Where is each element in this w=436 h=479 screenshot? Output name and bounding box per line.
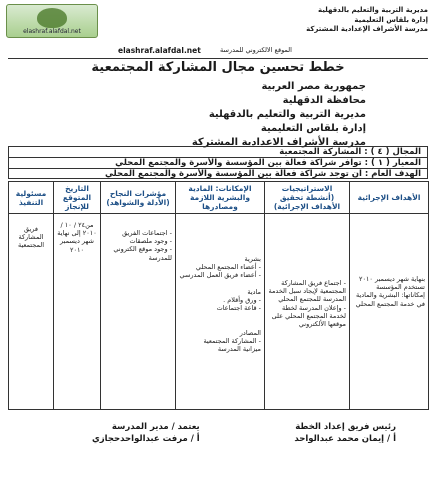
header-line-3: مدرسة الأشراف الإعدادية المشتركة [306,25,428,33]
directorate-block [192,80,366,150]
goal-row: الهدف العام : ان توجد شراكة فعالة بين المؤسسة والأسرة والمجتمع المحلي [8,168,428,179]
directorate-line-5: مدرسة الأشراف الاعدادية المشتركة [191,137,366,148]
plan-table [8,181,429,410]
cell-indicators [101,214,176,410]
header-line-1: مديرية التربية والتعليم بالدقهلية [317,6,428,14]
cell-resources [176,214,265,410]
principal-name: أ / مرفت عبدالواحدحجازي [92,434,200,444]
site-row [0,46,436,58]
cell-strategies [265,214,350,410]
preparer-name: أ / إيمان محمد عبدالواحد [294,434,396,444]
header-indicators: مؤشرات النجاح (الأدلة والشواهد) [101,182,176,214]
directorate-line-3: مديرية التربية والتعليم بالدقهلية [208,109,366,120]
preparer-title: رئيس فريق إعداد الخطة [295,422,396,432]
logo-emblem-icon [37,8,67,28]
header-resources: الإمكانات: المادية والبشرية اللازمة ومصادرها [176,182,265,214]
cell-date [54,214,101,410]
site-url[interactable]: elashraf.alafdal.net [118,46,201,55]
standard-row: المعيار ( ١ ) : توافر شراكة فعالة بين المؤسسة والأسرة والمجتمع المحلي [8,157,428,168]
directorate-line-1: جمهورية مصر العربية [261,81,366,92]
school-header [238,6,428,35]
domain-row: المجال ( ٤ ) : المشاركة المجتمعية [8,146,428,157]
directorate-line-4: إدارة بلقاس التعليمية [260,123,366,134]
header-objectives: الأهداف الإجرائية [350,182,429,214]
directorate-line-2: محافظة الدقهلية [282,95,366,106]
objectives-text: بنهاية شهر ديسمبر ٢٠١٠ تستخدم المؤسسة إمكاناتها: البشرية والمادية في خدمة المجتمع المحلي [353,275,425,308]
header-divider [8,58,428,59]
principal-title: يعتمد / مدير المدرسة [111,422,200,432]
site-note: الموقع الالكتروني للمدرسة [220,46,292,54]
cell-objectives [350,214,429,410]
preparer-signature [294,421,396,445]
page-title: خطط تحسين مجال المشاركة المجتمعية [91,60,345,75]
header-date: التاريخ المتوقع للإنجاز [54,182,101,214]
header-strategies: الاستراتيجيات (أنشطة تحقيق الأهداف الإجرائية) [265,182,350,214]
responsible-text: فريق المشاركة المجتمعية [16,225,45,250]
strategies-text: - اجتماع فريق المشاركة المجتمعية لإيجاد سبل الخدمة المدرسة للمجتمع المحلي - وإعلان المدرسة لخطة لخدمة المجتمع المحلي على موقعها الألكتروني [268,279,346,329]
principal-signature [92,421,200,445]
school-logo [6,4,98,38]
header-responsible: مسئولية التنفيذ [9,182,54,214]
header-line-2: إدارة بلقاس التعليمية [354,15,428,24]
resources-text: بشرية - أعضاء المجتمع المحلي - أعضاء فريق العمل المدرسي مادية - ورق وأقلام . - قاعة اجتماعات المصادر - المشاركة المجتمعية ميزانية المدرسة [179,255,261,354]
cell-responsible [9,214,54,410]
logo-site-text: elashraf.alafdal.net [23,28,81,35]
table-header-row [9,182,429,214]
indicators-text: - اجتماعات الفريق - وجود ملصقات - وجود موقع الكتروني للمدرسة [113,229,172,262]
table-row [9,214,429,410]
date-text: من٢٤ / ١٠ / ٢٠١٠ إلى نهاية شهر ديسمبر ٢٠١٠ [55,221,97,254]
